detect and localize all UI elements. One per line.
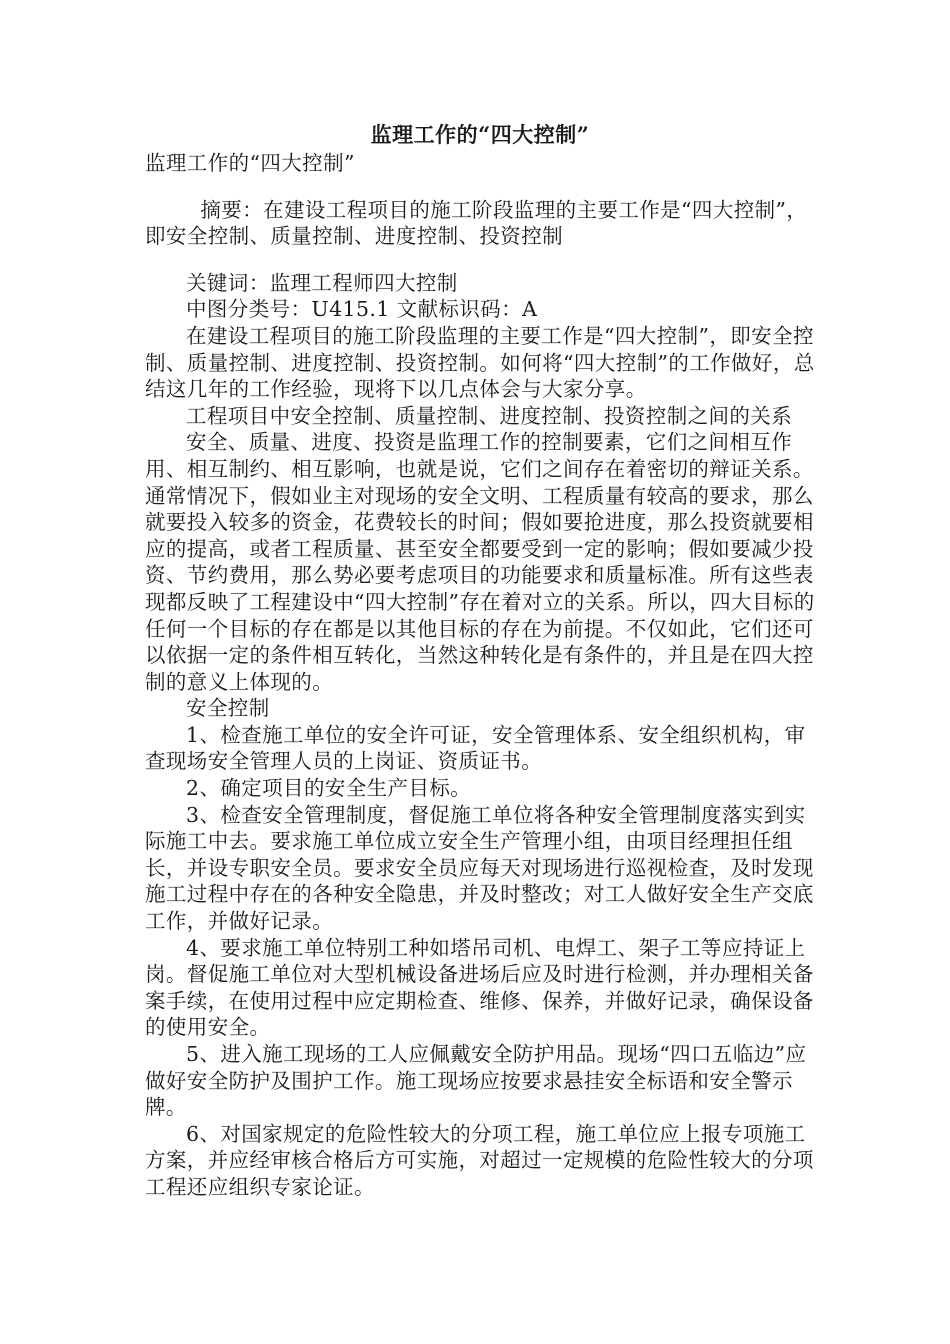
safety-item-4: 4、要求施工单位特别工种如塔吊司机、电焊工、架子工等应持证上岗。督促施工单位对大型机械设备进场后应及时进行检测，并办理相关备案手续，在使用过程中应定期检查、维修、保养，并做好记录，确保设备的使用安全。 (145, 935, 814, 1040)
safety-item-2: 2、确定项目的安全生产目标。 (186, 776, 472, 801)
safety-heading: 安全控制 (186, 696, 270, 721)
spacer (145, 250, 815, 270)
safety-item-3: 3、检查安全管理制度，督促施工单位将各种安全管理制度落实到实际施工中去。要求施工单位成立安全生产管理小组，由项目经理担任组长，并设专职安全员。要求安全员应每天对现场进行巡视检查，及时发现施工过程中存在的各种安全隐患，并及时整改；对工人做好安全生产交底工作，并做好记录。 (145, 802, 814, 934)
spacer (145, 177, 815, 197)
document-page (145, 120, 815, 1201)
classification-line: 中图分类号：U415.1 文献标识码：A (186, 297, 538, 322)
relation-heading: 工程项目中安全控制、质量控制、进度控制、投资控制之间的关系 (186, 403, 793, 428)
safety-item-1: 1、检查施工单位的安全许可证，安全管理体系、安全组织机构，审查现场安全管理人员的上岗证、资质证书。 (145, 722, 806, 774)
intro-paragraph: 在建设工程项目的施工阶段监理的主要工作是“四大控制”，即安全控制、质量控制、进度控制、投资控制。如何将“四大控制”的工作做好，总结这几年的工作经验，现将下以几点体会与大家分享。 (145, 323, 815, 402)
safety-item-6: 6、对国家规定的危险性较大的分项工程，施工单位应上报专项施工方案，并应经审核合格后方可实施，对超过一定规模的危险性较大的分项工程还应组织专家论证。 (145, 1121, 814, 1199)
document-title: 监理工作的“四大控制” (370, 122, 590, 147)
safety-item-5: 5、进入施工现场的工人应佩戴安全防护用品。现场“四口五临边”应做好安全防护及围护工作。施工现场应按要求悬挂安全标语和安全警示牌。 (145, 1042, 807, 1120)
abstract-paragraph: 摘要：在建设工程项目的施工阶段监理的主要工作是“四大控制”，即安全控制、质量控制、进度控制、投资控制 (145, 197, 808, 249)
document-subtitle: 监理工作的“四大控制” (145, 151, 355, 175)
relation-paragraph: 安全、质量、进度、投资是监理工作的控制要素，它们之间相互作用、相互制约、相互影响，也就是说，它们之间存在着密切的辩证关系。通常情况下，假如业主对现场的安全文明、工程质量有较高的要求，那么就要投入较多的资金，花费较长的时间；假如要抢进度，那么投资就要相应的提高，或者工程质量、甚至安全都要受到一定的影响；假如要减少投资、节约费用，那么势必要考虑项目的功能要求和质量标准。所有这些表现都反映了工程建设中“四大控制”存在着对立的关系。所以，四大目标的任何一个目标的存在都是以其他目标的存在为前提。不仅如此，它们还可以依据一定的条件相互转化，当然这种转化是有条件的，并且是在四大控制的意义上体现的。 (145, 430, 815, 694)
keywords-line: 关键词：监理工程师四大控制 (186, 270, 458, 295)
